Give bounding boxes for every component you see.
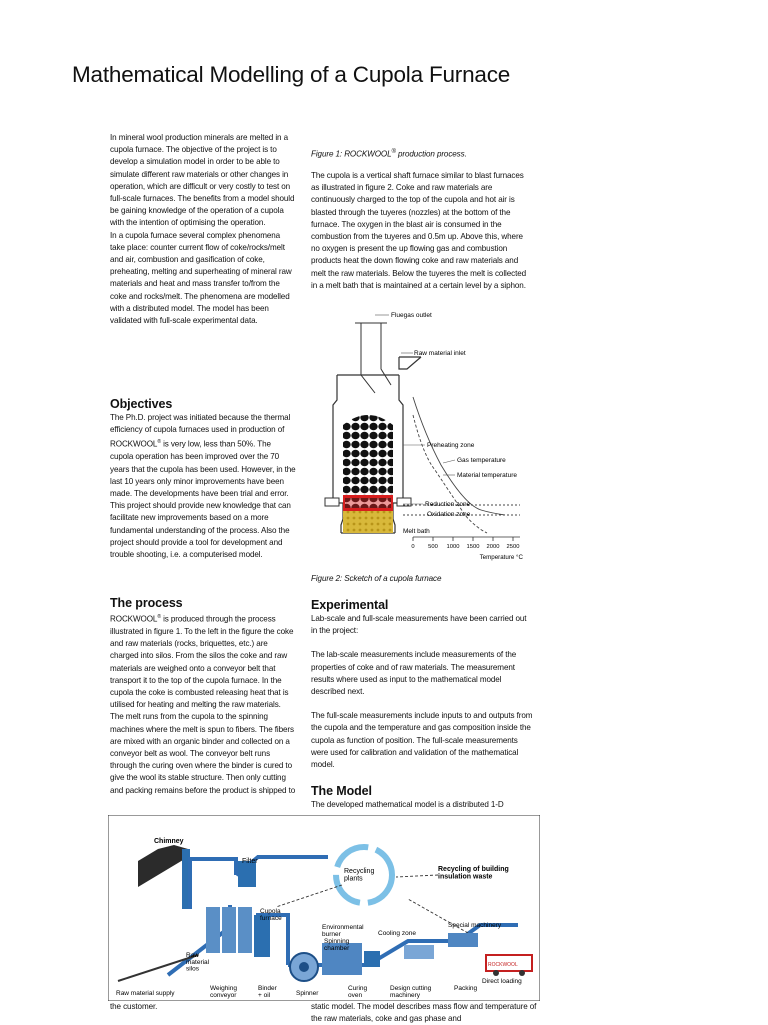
temperature-axis [413,537,520,541]
chimney-label: Chimney [154,838,184,845]
melt-bath [343,511,393,533]
spinning-chamber-label: Spinning chamber [324,938,350,952]
melt-bath-label: Melt bath [403,528,430,535]
process-paragraph [110,611,296,797]
tick-label: 2500 [506,544,520,550]
experimental-section [311,598,533,771]
design-cutting-label: Design cutting machinery [390,985,432,999]
tick-label: 2000 [486,544,500,550]
curing-oven-label: Curing oven [348,985,368,999]
oxidation-label: Oxidation zone [427,511,471,518]
cupola-furnace-label: Cupola furnace [260,908,282,922]
intro-paragraph-1: In mineral wool production minerals are melted in a cupola furnace. The objective of the project is to develop a simulation model in order to be able to simulate different raw materials or other changes in operation, which are difficult or very costly to test on full-scale furnaces. The benefits from a model should be gaining knowledge of the operation of a cupola with the intention of optimising the operation. [110,133,295,228]
cooling-zone [404,945,434,959]
model-paragraph: The developed mathematical model is a distributed 1-D [311,800,504,809]
filter-label: Filter [242,858,258,865]
recycling-plants-label: Recycling plants [344,868,375,883]
flue-gas-label: Fluegas outlet [391,312,432,319]
figure-2-cupola-sketch [315,305,535,567]
reduction-label: Reduction zone [425,501,471,508]
figure-1-caption [311,146,533,161]
raw-supply-label: Raw material supply [116,990,175,997]
objectives-text-start: The Ph.D. project was initiated because the thermal efficiency of cupola furnaces used in production of ROCKWOOL [110,413,291,450]
material-temperature-label: Material temperature [457,472,517,479]
registered-mark: ® [391,149,396,155]
preheating-label: Preheating zone [427,442,475,449]
intro-paragraph-2: In a cupola furnace several complex phenomena take place: counter current flow of coke/rocks/melt and air, combustion and gasification of coke, preheating, melting and superheating of mineral raw materials and heat and mass transfer to/from the coke and rocks/melt. The phenomena are modelled with a distributed model. The model has been validated with full-scale experimental data. [110,230,292,326]
tick-label: 1500 [466,544,480,550]
caption-text-end: production process. [395,149,467,159]
curing-oven [364,951,380,967]
model-heading: The Model [311,784,372,798]
objectives-heading: Objectives [110,397,173,411]
caption-text: Figure 1: ROCKWOOL [311,149,392,159]
objectives-paragraph [110,412,296,561]
tick-label: 500 [428,544,438,550]
packing-label: Packing [454,985,478,992]
cupola-paragraph: The cupola is a vertical shaft furnace similar to blast furnaces as illustrated in figure 2. Coke and raw materials are continuously charged to the top of the cupola and hot air is blasted through the tuyeres (nozzles) at the bottom of the furnace. The oxygen in the blast air is consumed in the combustion from the tuyeres and 0.5m up. Above this, where no oxygen is present the up flowing gas and combustion products heat the down flowing coke and raw materials and melt the raw materials. Below the tuyeres the melt is collected in a melt bath that is maintained at a certain level by a siphon. [311,171,527,290]
registered-mark: ® [157,614,161,620]
page-title: Mathematical Modelling of a Cupola Furnace [72,62,511,87]
experimental-paragraph-1: Lab-scale and full-scale measurements have been carried out in the project: [311,614,527,636]
tick-label: 1000 [446,544,460,550]
gas-temperature-label: Gas temperature [457,457,506,464]
figure-2-caption: Figure 2: Scketch of a cupola furnace [311,574,442,583]
spinner-label: Spinner [296,990,319,997]
objectives-text-end: is very low, less than 50%. The cupola operation has been improved over the 70 years that the cupola has been used. However, in the last 10 years only minor improvements have been made. The developments have been trial and error. This project should provide new knowledge that can facilitate new improvements based on a more fundamental understanding of the process. Also the project should provide a tool for development and trouble shooting, i.e. a computerised model. [110,440,296,559]
special-machinery [448,933,478,947]
figure-1-process-diagram [108,815,540,1001]
tick-label: 0 [411,544,415,550]
model-continued: static model. The model describes mass flow and temperature of the raw materials, coke and gas phase and [311,1002,537,1024]
environmental-burner-label: Environmental burner [322,924,364,938]
experimental-paragraph-3: The full-scale measurements include inputs to and outputs from the cupola and the temperature and gas composition inside the cupola as function of position. The full-scale measurements were used for calibration and validation of the mathematical model. [311,711,533,770]
process-section [110,596,296,797]
registered-mark: ® [157,439,161,446]
experimental-paragraph-2: The lab-scale measurements include measurements of the properties of coke and of raw materials. The measurement results where used as input to the mathematical model described next. [311,650,517,697]
left-column [110,132,296,327]
raw-material-silos [206,907,252,953]
recycling-building-label: Recycling of building insulation waste [438,866,509,881]
truck-label: ROCKWOOL [488,962,518,968]
coke-bed [343,415,393,503]
raw-inlet-label: Raw material inlet [414,350,466,357]
left-tail: the customer. [110,1002,158,1011]
flue-duct [355,323,391,393]
experimental-heading: Experimental [311,598,389,612]
model-section [311,784,533,811]
process-heading: The process [110,596,183,610]
axis-label: Temperature °C [479,554,523,561]
cooling-zone-label: Cooling zone [378,930,416,937]
objectives-section [110,397,296,561]
raw-material-silos-label: Raw material silos [186,952,210,973]
binder-label: Binder + oil [258,985,277,999]
process-text-end: is produced through the process illustrated in figure 1. To the left in the figure the coke and raw materials (rocks, briquettes, etc.) are charged into silos. From the silos the coke and raw materials are weighed onto a conveyor belt that transport it to the top of the cupola furnace. In the cupola the coke is combusted releasing heat that is utilised for heating and melting the raw materials. The melt runs from the cupola to the spinning machines where the melt is spun to fibers. The fibers are mixed with an organic binder and collected on a conveyor belt as wool. The conveyor belt runs through the curing oven where the binder is cured to give the wool its stable structure. Then only cutting and packing remains before the product is shipped to [110,614,296,795]
direct-loading-label: Direct loading [482,978,522,985]
process-text-start: ROCKWOOL [110,614,158,624]
special-machinery-label: Special machinery [448,922,502,929]
weighing-conveyor-label: Weighing conveyor [210,985,237,999]
